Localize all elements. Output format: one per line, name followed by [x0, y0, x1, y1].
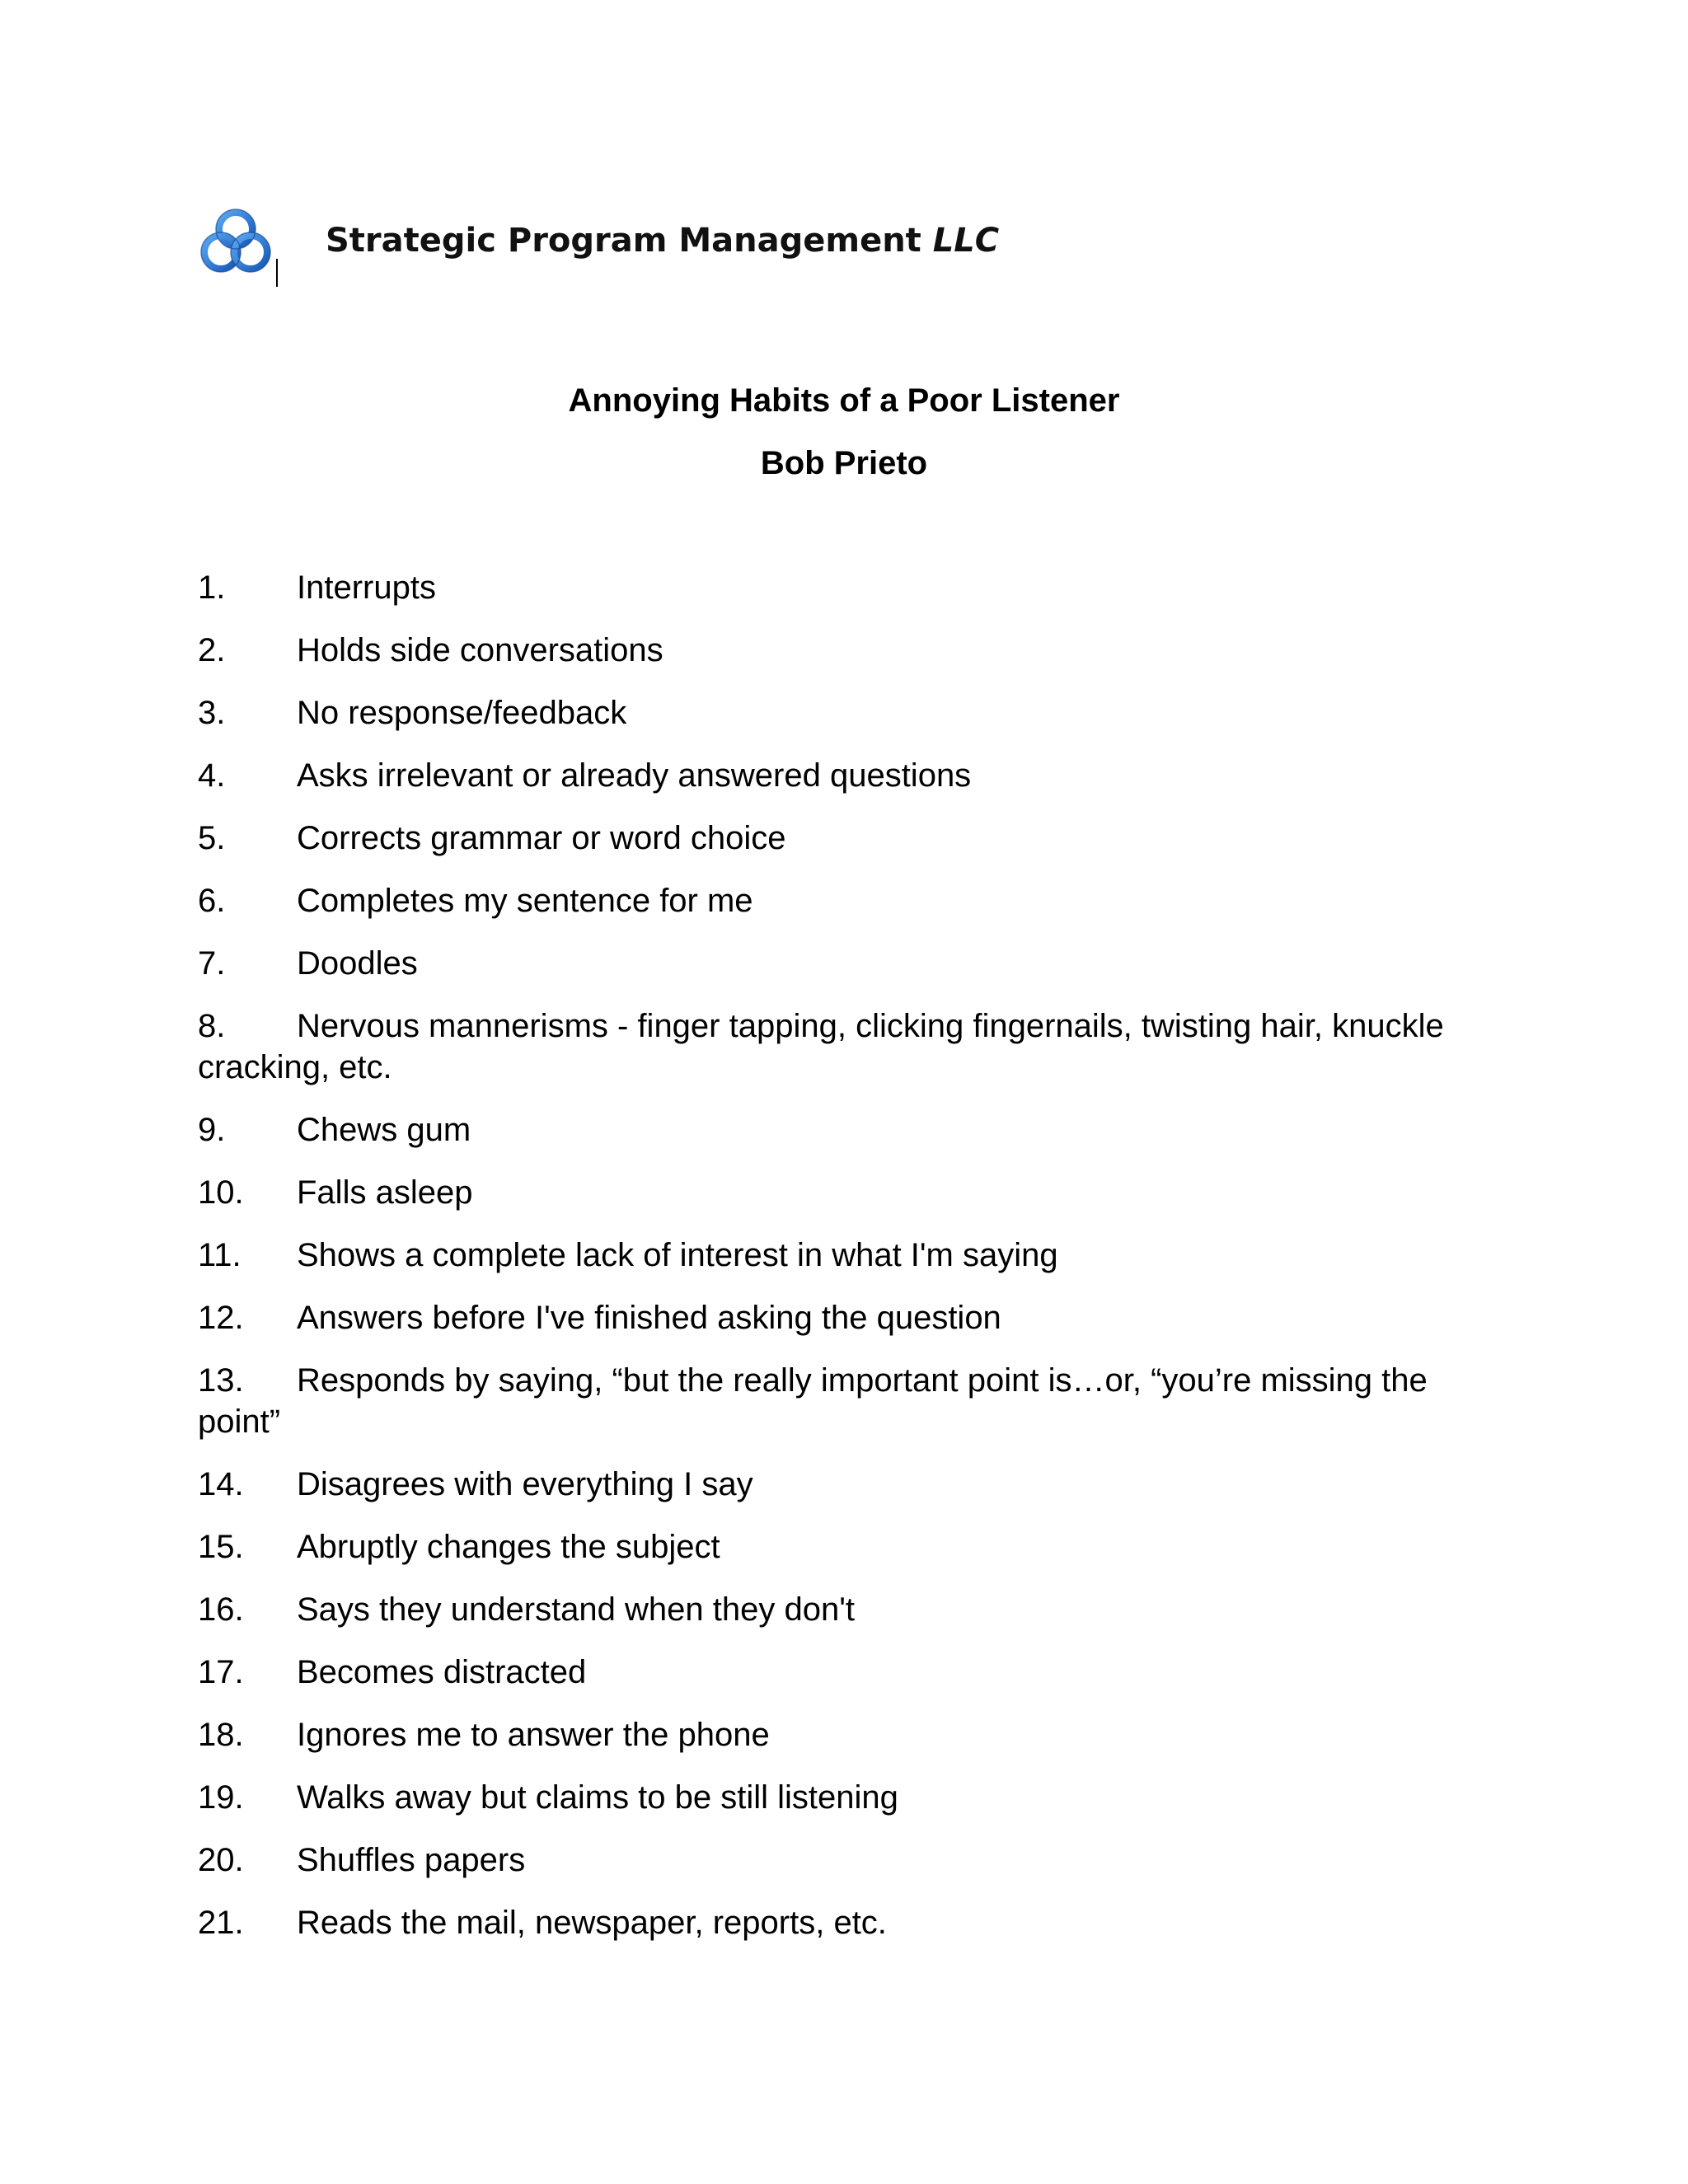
item-number: 12. [198, 1300, 244, 1336]
item-text: Completes my sentence for me [297, 883, 753, 919]
list-item [198, 1777, 1467, 1818]
list-item [198, 1652, 1467, 1693]
list-item [198, 1360, 1467, 1442]
item-text: Interrupts [297, 569, 436, 606]
list-item [198, 1464, 1467, 1505]
item-text: Shuffles papers [297, 1842, 526, 1878]
list-item [198, 630, 1467, 671]
item-text: Walks away but claims to be still listening [297, 1779, 898, 1816]
item-number: 4. [198, 757, 226, 794]
list-item [198, 567, 1467, 608]
item-number: 9. [198, 1112, 226, 1148]
item-text: Responds by saying, “but the really important point is…or, “you’re missing the point” [198, 1362, 1428, 1440]
list-item [198, 880, 1467, 921]
item-text: Says they understand when they don't [297, 1591, 855, 1628]
list-item [198, 1172, 1467, 1213]
item-number: 8. [198, 1008, 226, 1044]
item-number: 15. [198, 1529, 244, 1565]
item-text: Nervous mannerisms - finger tapping, clicking fingernails, twisting hair, knuckle cracking, etc. [198, 1008, 1444, 1085]
item-number: 3. [198, 695, 226, 731]
item-text: Abruptly changes the subject [297, 1529, 720, 1565]
item-number: 19. [198, 1779, 244, 1816]
item-text: Chews gum [297, 1112, 471, 1148]
list-item [198, 1526, 1467, 1568]
item-text: Asks irrelevant or already answered questions [297, 757, 972, 794]
item-number: 5. [198, 820, 226, 856]
item-number: 10. [198, 1174, 244, 1211]
list-item [198, 1714, 1467, 1755]
item-number: 14. [198, 1466, 244, 1502]
item-text: Corrects grammar or word choice [297, 820, 786, 856]
company-name-text: Strategic Program Management [326, 222, 921, 260]
item-number: 18. [198, 1717, 244, 1753]
document-author: Bob Prieto [760, 445, 928, 481]
item-text: Doodles [297, 945, 418, 982]
item-text: No response/feedback [297, 695, 627, 731]
letterhead [196, 204, 1185, 295]
item-number: 11. [198, 1237, 241, 1273]
list-item [198, 943, 1467, 984]
item-number: 6. [198, 883, 226, 919]
item-number: 20. [198, 1842, 244, 1878]
item-number: 16. [198, 1591, 244, 1628]
list-item [198, 755, 1467, 796]
list-item [198, 1109, 1467, 1151]
document-title: Annoying Habits of a Poor Listener [568, 382, 1120, 419]
item-number: 13. [198, 1362, 244, 1399]
list-item [198, 1840, 1467, 1881]
item-number: 1. [198, 569, 226, 606]
list-item [198, 1005, 1467, 1088]
item-number: 7. [198, 945, 226, 982]
list-item [198, 818, 1467, 859]
item-text: Becomes distracted [297, 1654, 587, 1690]
item-number: 2. [198, 632, 226, 668]
list-item [198, 1902, 1467, 1943]
triquetra-knot-icon [196, 204, 275, 279]
list-item [198, 1235, 1467, 1276]
company-suffix: LLC [932, 222, 1000, 260]
item-text: Holds side conversations [297, 632, 663, 668]
item-number: 21. [198, 1905, 244, 1941]
item-text: Ignores me to answer the phone [297, 1717, 770, 1753]
company-name [326, 221, 999, 260]
item-text: Answers before I've finished asking the question [297, 1300, 1001, 1336]
item-text: Disagrees with everything I say [297, 1466, 753, 1502]
habit-list [198, 567, 1467, 1965]
item-text: Falls asleep [297, 1174, 473, 1211]
list-item [198, 1297, 1467, 1338]
list-item [198, 1589, 1467, 1630]
item-text: Shows a complete lack of interest in what I'm saying [297, 1237, 1058, 1273]
item-number: 17. [198, 1654, 244, 1690]
item-text: Reads the mail, newspaper, reports, etc. [297, 1905, 887, 1941]
list-item [198, 692, 1467, 733]
cursor-mark [276, 259, 278, 287]
